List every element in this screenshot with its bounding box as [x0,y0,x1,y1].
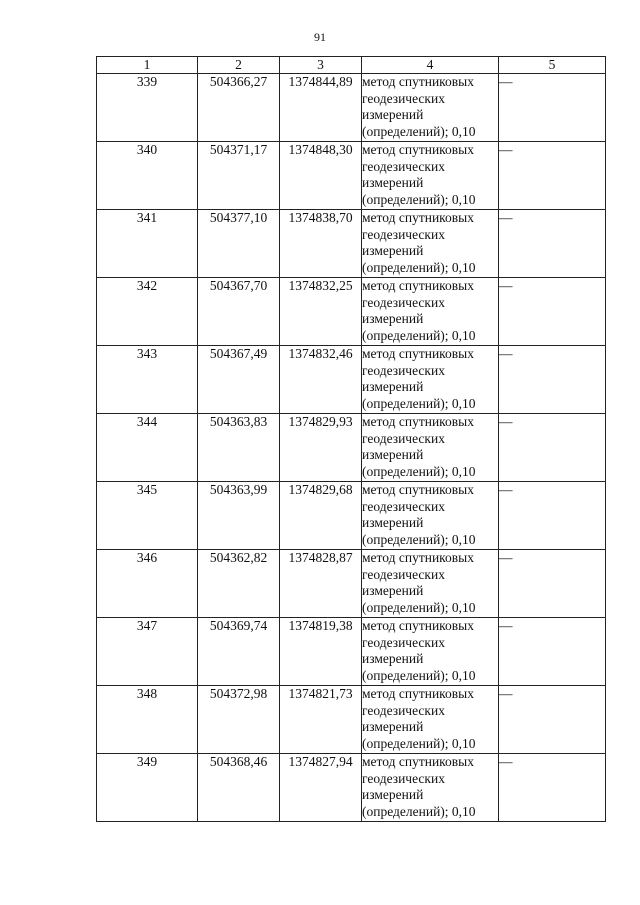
method-line: метод спутниковых [362,74,474,89]
y-coordinate-cell: 1374848,30 [280,142,362,210]
table-body [97,74,606,822]
method-line: (определений); 0,10 [362,259,476,275]
method-line: измерений [362,243,424,258]
x-coordinate-cell: 504367,70 [198,278,280,346]
method-line: геодезических [362,702,445,718]
point-number-cell: 348 [97,686,198,754]
method-line: (определений); 0,10 [362,599,476,615]
method-cell [362,74,499,142]
method-line: измерений [362,719,424,734]
column-header: 4 [362,57,499,74]
method-line: измерений [362,583,424,598]
x-coordinate-cell: 504377,10 [198,210,280,278]
method-cell [362,414,499,482]
note-cell: — [499,754,606,822]
column-header: 2 [198,57,280,74]
x-coordinate-cell: 504368,46 [198,754,280,822]
method-cell [362,482,499,550]
method-line: (определений); 0,10 [362,531,476,547]
method-line: метод спутниковых [362,142,474,157]
table-row [97,74,606,142]
point-number-cell: 345 [97,482,198,550]
point-number-cell: 342 [97,278,198,346]
table-row [97,142,606,210]
method-cell [362,686,499,754]
method-line: (определений); 0,10 [362,123,476,139]
method-line: геодезических [362,498,445,514]
method-line: (определений); 0,10 [362,191,476,207]
method-line: геодезических [362,430,445,446]
table-row [97,414,606,482]
method-line: измерений [362,515,424,530]
method-line: геодезических [362,770,445,786]
note-cell: — [499,618,606,686]
method-line: измерений [362,379,424,394]
method-cell [362,278,499,346]
method-cell [362,550,499,618]
method-line: метод спутниковых [362,346,474,361]
method-line: метод спутниковых [362,754,474,769]
note-cell: — [499,686,606,754]
point-number-cell: 347 [97,618,198,686]
point-number-cell: 349 [97,754,198,822]
x-coordinate-cell: 504362,82 [198,550,280,618]
note-cell: — [499,414,606,482]
point-number-cell: 344 [97,414,198,482]
note-cell: — [499,550,606,618]
note-cell: — [499,482,606,550]
column-header: 5 [499,57,606,74]
table-row [97,754,606,822]
method-cell [362,142,499,210]
y-coordinate-cell: 1374827,94 [280,754,362,822]
method-line: геодезических [362,566,445,582]
method-line: измерений [362,447,424,462]
method-line: метод спутниковых [362,482,474,497]
point-number-cell: 341 [97,210,198,278]
table-row [97,550,606,618]
method-line: (определений); 0,10 [362,667,476,683]
y-coordinate-cell: 1374838,70 [280,210,362,278]
x-coordinate-cell: 504372,98 [198,686,280,754]
method-line: метод спутниковых [362,278,474,293]
y-coordinate-cell: 1374828,87 [280,550,362,618]
note-cell: — [499,142,606,210]
x-coordinate-cell: 504366,27 [198,74,280,142]
y-coordinate-cell: 1374829,93 [280,414,362,482]
method-line: (определений); 0,10 [362,463,476,479]
method-line: метод спутниковых [362,210,474,225]
method-line: измерений [362,175,424,190]
coordinates-table [96,56,606,822]
x-coordinate-cell: 504363,99 [198,482,280,550]
method-line: измерений [362,787,424,802]
method-line: геодезических [362,226,445,242]
method-line: геодезических [362,362,445,378]
method-line: метод спутниковых [362,550,474,565]
method-cell [362,618,499,686]
method-line: геодезических [362,294,445,310]
point-number-cell: 340 [97,142,198,210]
table-row [97,482,606,550]
y-coordinate-cell: 1374832,25 [280,278,362,346]
y-coordinate-cell: 1374844,89 [280,74,362,142]
column-header: 1 [97,57,198,74]
y-coordinate-cell: 1374821,73 [280,686,362,754]
table-row [97,278,606,346]
note-cell: — [499,346,606,414]
method-line: измерений [362,311,424,326]
method-line: метод спутниковых [362,414,474,429]
method-line: геодезических [362,634,445,650]
table-row [97,618,606,686]
point-number-cell: 343 [97,346,198,414]
y-coordinate-cell: 1374829,68 [280,482,362,550]
table-row [97,686,606,754]
point-number-cell: 339 [97,74,198,142]
method-cell [362,210,499,278]
x-coordinate-cell: 504363,83 [198,414,280,482]
method-line: метод спутниковых [362,618,474,633]
table-header-row [97,57,606,74]
y-coordinate-cell: 1374832,46 [280,346,362,414]
note-cell: — [499,278,606,346]
method-line: измерений [362,107,424,122]
method-line: (определений); 0,10 [362,327,476,343]
table-row [97,346,606,414]
method-cell [362,346,499,414]
method-line: (определений); 0,10 [362,803,476,819]
x-coordinate-cell: 504369,74 [198,618,280,686]
point-number-cell: 346 [97,550,198,618]
note-cell: — [499,74,606,142]
method-line: (определений); 0,10 [362,735,476,751]
method-line: геодезических [362,90,445,106]
page-number: 91 [314,30,326,44]
y-coordinate-cell: 1374819,38 [280,618,362,686]
column-header: 3 [280,57,362,74]
method-cell [362,754,499,822]
method-line: геодезических [362,158,445,174]
x-coordinate-cell: 504367,49 [198,346,280,414]
note-cell: — [499,210,606,278]
method-line: метод спутниковых [362,686,474,701]
method-line: измерений [362,651,424,666]
method-line: (определений); 0,10 [362,395,476,411]
table-row [97,210,606,278]
x-coordinate-cell: 504371,17 [198,142,280,210]
